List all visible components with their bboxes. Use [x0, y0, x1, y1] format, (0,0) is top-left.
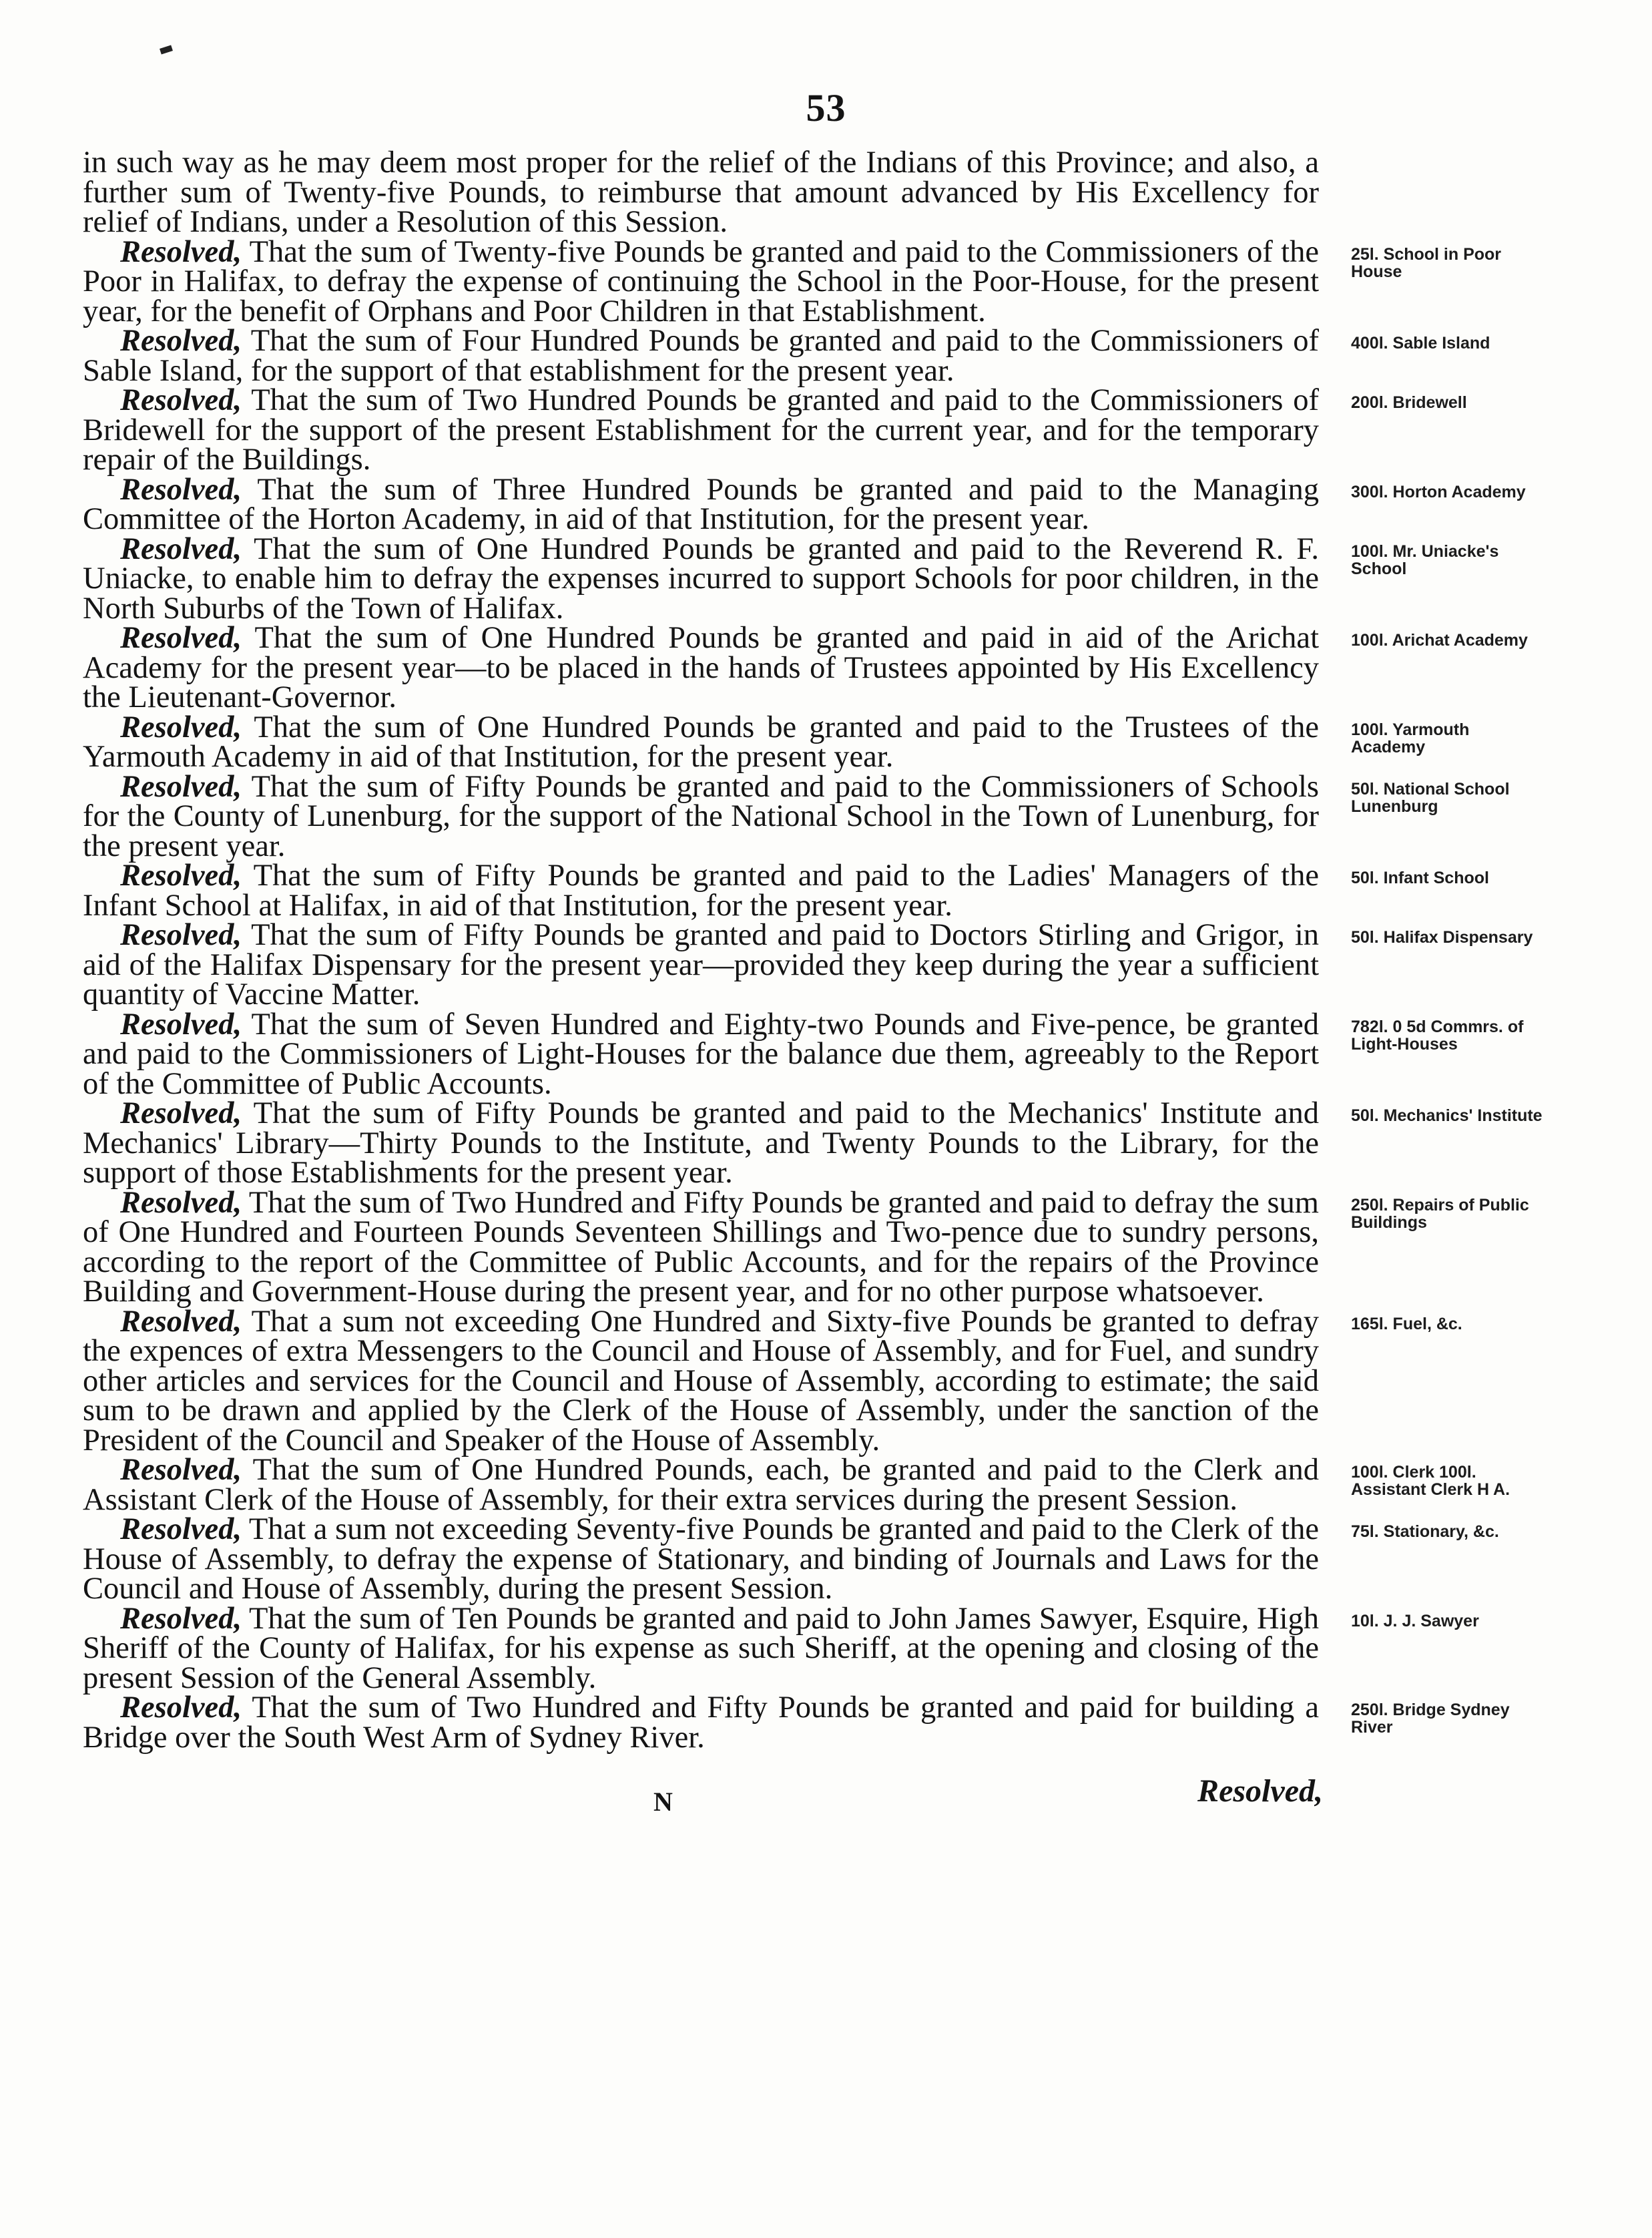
resolution-text: That the sum of Two Hundred and Fifty Pounds be granted and paid to defray the sum of One Hundred and Fourteen Pounds Seventeen Shillings and Two-pence due to sundry persons, according to the report of the Committee of Public Accounts, and for the repairs of the Province Building and Government-House during the present year, and for no other purpose whatsoever. — [83, 1185, 1319, 1309]
resolution-paragraph — [83, 621, 1319, 714]
resolution-paragraph — [83, 918, 1319, 1012]
resolution-paragraph — [83, 1512, 1319, 1606]
resolution-text: That the sum of Four Hundred Pounds be granted and paid to the Commissioners of Sable Island, for the support of that establishment for the present year. — [83, 324, 1319, 388]
resolved-label: Resolved, — [120, 1453, 242, 1487]
resolution-text: in such way as he may deem most proper for the relief of the Indians of this Province; and also, a further sum of Twenty-five Pounds, to reimburse that amount advanced by His Excellency for relief of Indians, under a Resolution of this Session. — [83, 146, 1319, 239]
resolved-label: Resolved, — [120, 1691, 242, 1725]
resolution-text: That the sum of Seven Hundred and Eighty-two Pounds and Five-pence, be granted and paid to the Commissioners of Light-Houses for the balance due them, agreeably to the Report of the Committee of Public Accounts. — [83, 1007, 1319, 1101]
resolution-row — [83, 621, 1652, 714]
resolution-paragraph — [83, 383, 1319, 477]
resolution-row — [83, 383, 1652, 477]
resolution-row — [83, 918, 1652, 1012]
resolution-row — [83, 326, 1652, 386]
resolved-label: Resolved, — [120, 472, 242, 507]
resolution-paragraph — [83, 1185, 1319, 1309]
resolution-paragraph — [83, 1096, 1319, 1190]
resolution-text: That the sum of Twenty-five Pounds be granted and paid to the Commissioners of the Poor in Halifax, to defray the expense of continuing the School in the Poor-House, for the present year, for the benefit of Orphans and Poor Children in that Establishment. — [83, 234, 1319, 328]
resolution-row — [83, 1693, 1652, 1753]
resolution-text: That the sum of One Hundred Pounds be granted and paid to the Trustees of the Yarmouth Academy in aid of that Institution, for the present year. — [83, 710, 1319, 774]
resolved-label: Resolved, — [120, 710, 242, 744]
signature-mark: N — [653, 1787, 673, 1817]
resolution-row — [83, 861, 1652, 921]
resolved-label: Resolved, — [120, 383, 242, 417]
margin-note: 300l. Horton Academy — [1351, 482, 1526, 501]
margin-note: 25l. School in Poor House — [1351, 244, 1502, 281]
resolution-text: That the sum of One Hundred Pounds be granted and paid in aid of the Arichat Academy for the present year—to be placed in the hands of Trustees appointed by His Excellency the Lieutenant-Governor. — [83, 621, 1319, 714]
margin-note: 100l. Mr. Uniacke's School — [1351, 541, 1499, 578]
resolution-text: That the sum of Fifty Pounds be granted and paid to the Mechanics' Institute and Mechanics' Library—Thirty Pounds to the Institute, and Twenty Pounds to the Library, for the support of those Establishments for the present year. — [83, 1096, 1319, 1190]
resolution-row — [83, 531, 1652, 626]
resolution-paragraph — [83, 1304, 1319, 1458]
resolution-text: That the sum of Ten Pounds be granted and paid to John James Sawyer, Esquire, High Sheriff of the County of Halifax, for his expense as such Sheriff, at the opening and closing of the present Session of the General Assembly. — [83, 1601, 1319, 1695]
resolved-label: Resolved, — [120, 918, 242, 952]
resolution-text: That a sum not exceeding One Hundred and Sixty-five Pounds be granted to defray the expences of extra Messengers to the Council and House of Assembly, and for Fuel, and sundry other articles and services for the Council and House of Assembly, according to estimate; the said sum to be drawn and applied by the Clerk of the House of Assembly, under the sanction of the President of the Council and Speaker of the House of Assembly. — [83, 1304, 1319, 1458]
resolution-row — [83, 769, 1652, 863]
margin-note: 200l. Bridewell — [1351, 393, 1467, 412]
resolved-label: Resolved, — [120, 1304, 242, 1339]
resolution-paragraph — [83, 1601, 1319, 1695]
resolved-label: Resolved, — [120, 234, 242, 269]
resolved-label: Resolved, — [120, 1185, 242, 1220]
margin-note: 165l. Fuel, &c. — [1351, 1314, 1462, 1333]
resolution-paragraph — [83, 531, 1319, 626]
resolution-paragraph — [83, 148, 1319, 238]
catchword: Resolved, — [1197, 1773, 1323, 1809]
resolved-label: Resolved, — [120, 1096, 242, 1130]
page-number: 53 — [806, 86, 846, 130]
margin-note: 782l. 0 5d Commrs. of Light-Houses — [1351, 1017, 1524, 1054]
resolution-row — [83, 1185, 1652, 1309]
resolution-row — [83, 472, 1652, 536]
ink-mark — [160, 45, 173, 54]
margin-note: 100l. Arichat Academy — [1351, 631, 1528, 650]
margin-note: 250l. Repairs of Public Buildings — [1351, 1195, 1529, 1232]
resolution-row — [83, 148, 1652, 238]
resolution-text: That the sum of Fifty Pounds be granted and paid to Doctors Stirling and Grigor, in aid of the Halifax Dispensary for the present year—provided they keep during the year a sufficient quantity of Vaccine Matter. — [83, 918, 1319, 1012]
resolution-row — [83, 710, 1652, 774]
margin-note: 100l. Clerk 100l. Assistant Clerk H A. — [1351, 1463, 1510, 1499]
resolved-label: Resolved, — [120, 769, 242, 804]
resolutions-list — [83, 148, 1652, 1819]
resolution-row — [83, 234, 1652, 328]
resolution-text: That a sum not exceeding Seventy-five Pounds be granted and paid to the Clerk of the House of Assembly, to defray the expense of Stationary, and binding of Journals and Laws for the Council and House of Assembly, during the present Session. — [83, 1512, 1319, 1606]
margin-note: 250l. Bridge Sydney River — [1351, 1701, 1510, 1737]
margin-note: 50l. Infant School — [1351, 869, 1489, 887]
resolution-paragraph — [83, 1007, 1319, 1101]
margin-note — [1351, 148, 1545, 156]
resolved-label: Resolved, — [120, 859, 242, 893]
resolution-paragraph — [83, 234, 1319, 328]
resolution-paragraph — [83, 861, 1319, 921]
margin-note: 50l. Halifax Dispensary — [1351, 928, 1533, 947]
resolution-paragraph — [83, 1453, 1319, 1517]
resolution-row — [83, 1453, 1652, 1517]
resolution-row — [83, 1096, 1652, 1190]
resolution-paragraph — [83, 326, 1319, 386]
resolution-text: That the sum of Fifty Pounds be granted and paid to the Ladies' Managers of the Infant School at Halifax, in aid of that Institution, for the present year. — [83, 859, 1319, 923]
resolved-label: Resolved, — [120, 1007, 242, 1042]
margin-note: 50l. Mechanics' Institute — [1351, 1106, 1543, 1125]
resolution-text: That the sum of Two Hundred Pounds be granted and paid to the Commissioners of Bridewell for the support of the present Establishment for the current year, and for the temporary repair of the Buildings. — [83, 383, 1319, 477]
resolution-row — [83, 1304, 1652, 1458]
resolution-paragraph — [83, 710, 1319, 774]
resolved-label: Resolved, — [120, 531, 242, 566]
resolution-row — [83, 1007, 1652, 1101]
margin-note: 50l. National School Lunenburg — [1351, 779, 1510, 816]
resolution-text: That the sum of One Hundred Pounds be granted and paid to the Reverend R. F. Uniacke, to enable him to defray the expenses incurred to support Schools for poor children, in the North Suburbs of the Town of Halifax. — [83, 531, 1319, 626]
margin-note: 10l. J. J. Sawyer — [1351, 1611, 1479, 1630]
resolved-label: Resolved, — [120, 1512, 242, 1546]
resolution-paragraph — [83, 769, 1319, 863]
resolution-text: That the sum of Two Hundred and Fifty Pounds be granted and paid for building a Bridge over the South West Arm of Sydney River. — [83, 1691, 1319, 1755]
resolution-text: That the sum of One Hundred Pounds, each, be granted and paid to the Clerk and Assistant Clerk of the House of Assembly, for their extra services during the present Session. — [83, 1453, 1319, 1517]
resolution-row — [83, 1512, 1652, 1606]
resolved-label: Resolved, — [120, 324, 242, 358]
resolution-text: That the sum of Fifty Pounds be granted and paid to the Commissioners of Schools for the County of Lunenburg, for the support of the National School in the Town of Lunenburg, for the present year. — [83, 769, 1319, 863]
margin-note: 400l. Sable Island — [1351, 334, 1490, 353]
resolved-label: Resolved, — [120, 1601, 242, 1636]
margin-note: 100l. Yarmouth Academy — [1351, 720, 1470, 756]
resolution-row — [83, 1601, 1652, 1695]
margin-note: 75l. Stationary, &c. — [1351, 1522, 1499, 1541]
resolution-text: That the sum of Three Hundred Pounds be granted and paid to the Managing Committee of the Horton Academy, in aid of that Institution, for the present year. — [83, 472, 1319, 536]
page-footer — [83, 1773, 1323, 1819]
resolution-paragraph — [83, 472, 1319, 536]
resolved-label: Resolved, — [120, 621, 242, 655]
resolution-paragraph — [83, 1693, 1319, 1753]
